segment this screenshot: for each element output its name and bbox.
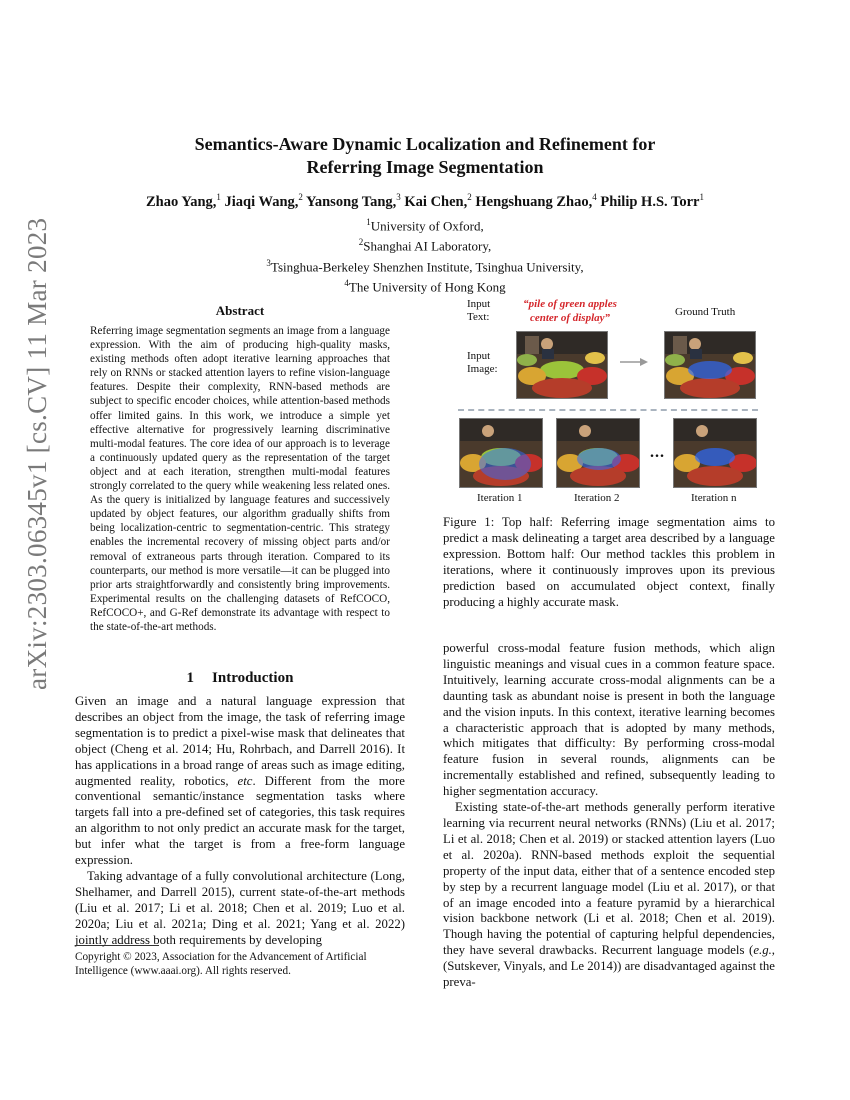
- footnote-divider: [75, 945, 159, 946]
- author: Zhao Yang,$^1$: [146, 192, 221, 210]
- iteration-1-image: [459, 418, 543, 488]
- title-line-2: Referring Image Segmentation: [306, 157, 544, 177]
- affiliation: $^2$Shanghai AI Laboratory,: [358, 237, 492, 254]
- paper-title: [100, 133, 750, 179]
- abstract-heading: Abstract: [215, 303, 265, 318]
- abstract-body: Referring image segmentation segments an image from a language expression. With the aim of producing high-quality masks, existing methods often adopt iterative learning approaches that rely on RNNs or stacked attention layers to refine vision-language features. Despite their complexity, RNN-based methods are subject to specific encoder choices, while attention-based methods offer limited gains. In this work, we introduce a simple yet effective alternative for progressively learning discriminative multi-modal features. The core idea of our approach is to leverage a continuously updated query as the representation of the target object and at each iteration, strengthen multi-modal features strongly correlated to the query while weakening less related ones. As the query is initialized by language features and successively updated by object features, our algorithm gradually shifts from being localization-centric to segmentation-centric. This strategy enables the incremental recovery of missing object parts and/or removal of extraneous parts through iteration. Compared to its counterparts, our method is more versatile—it can be plugged into prior arts straightforwardly and consistently bring improvements. Experimental results on the challenging datasets of RefCOCO, RefCOCO+, and G-Ref demonstrate its advantage with respect to the state-of-the-art methods.: [90, 325, 390, 633]
- paragraph: powerful cross-modal feature fusion methods, which align linguistic meanings and visual cues in a common feature space. Intuitively, learning accurate cross-modal alignments can be a daunting task as abundant noise is present in both the language and the vision inputs. In this context, iterative learning becomes a characteristic approach that is adopted by many methods, which mitigates that difficulty: By performing cross-modal feature fusion in several rounds, alignments can be incrementally established and refined, subsequently leading to higher segmentation accuracy.: [443, 641, 775, 799]
- input-image: [516, 331, 608, 399]
- affiliation: $^1$University of Oxford,: [366, 217, 484, 234]
- arrow-right-icon: [620, 357, 648, 367]
- iteration-n-label: Iteration n: [691, 492, 737, 504]
- ground-truth-label: Ground Truth: [675, 306, 736, 318]
- author: Kai Chen,$^2$: [404, 192, 472, 210]
- introduction-body: [75, 694, 405, 949]
- paragraph: Given an image and a natural language expression that describes an object from the image, the task of referring image segmentation is to predict a pixel-wise mask that delineates that object (Cheng et al. 2014; Hu, Rohrbach, and Darrell 2016). It has applications in a broad range of areas such as image editing, augmented reality, robotics, etc. Different from the more conventional semantic/instance segmentation tasks where targets fall into a pre-defined set of categories, this task requires an algorithm to not only predict an accurate mask for the target, but infer what the target is from a free-form language expression.: [75, 694, 405, 868]
- copyright-footnote: Copyright © 2023, Association for the Advancement of Artificial Intelligence (www.aaai.org). All rights reserved.: [75, 951, 367, 978]
- author-list: [60, 192, 790, 211]
- iteration-2-label: Iteration 2: [574, 492, 620, 504]
- section-title: Introduction: [212, 670, 294, 686]
- input-text-label: Input Text:: [467, 298, 491, 323]
- arxiv-identifier: arXiv:2303.06345v1 [cs.CV] 11 Mar 2023: [22, 217, 52, 690]
- ground-truth-image: [664, 331, 756, 399]
- input-image-label: Input Image:: [467, 350, 498, 375]
- figure-1-caption: Figure 1: Top half: Referring image segmentation aims to predict a mask delineating a target area described by a language expression. Bottom half: Our method tackles this problem in iterations, where it continuously improves upon its previous prediction based on accumulated object context, finally producing a highly accurate mask.: [443, 515, 775, 610]
- query-expression: “pile of green apples center of display”: [523, 298, 617, 324]
- title-line-1: Semantics-Aware Dynamic Localization and Refinement for: [194, 134, 656, 154]
- section-heading-introduction: [75, 670, 405, 687]
- author: Jiaqi Wang,$^2$: [224, 192, 303, 210]
- affiliation: $^4$The University of Hong Kong: [344, 277, 506, 295]
- ellipsis: ...: [650, 444, 665, 461]
- author: Philip H.S. Torr$^1$: [600, 192, 704, 210]
- affiliation: $^3$Tsinghua-Berkeley Shenzhen Institute, Tsinghua University,: [266, 257, 584, 274]
- iteration-1-label: Iteration 1: [477, 492, 523, 504]
- figure-divider: [458, 409, 758, 411]
- iteration-2-image: [556, 418, 640, 488]
- affiliation-list: [100, 214, 750, 295]
- author: Hengshuang Zhao,$^4$: [475, 192, 597, 210]
- right-column-body: [443, 641, 775, 991]
- section-number: 1: [186, 670, 195, 686]
- paragraph: Taking advantage of a fully convolutional architecture (Long, Shelhamer, and Darrell 2015), current state-of-the-art methods (Liu et al. 2017; Li et al. 2018; Chen et al. 2019; Luo et al. 2020a; Liu et al. 2021a; Ding et al. 2021; Yang et al. 2022) jointly address both requirements by developing: [75, 868, 405, 947]
- iteration-n-image: [673, 418, 757, 488]
- author: Yansong Tang,$^3$: [306, 192, 401, 210]
- paragraph: Existing state-of-the-art methods generally perform iterative learning via recurrent neural networks (RNNs) (Liu et al. 2017; Li et al. 2018; Chen et al. 2019) or stacked attention layers (Luo et al. 2020a). RNN-based methods exploit the sequential property of the input data, either that of a sentence encoded step by step by a recurrent language model (Liu et al. 2017), or that of an image encoded into a feature pyramid by a hierarchical vision backbone network (Li et al. 2018; Chen et al. 2019). Though having the potential of capturing helpful dependencies, they have several drawbacks. Recurrent language models (e.g., (Sutskever, Vinyals, and Le 2014)) are disadvantaged against the preva-: [443, 800, 775, 990]
